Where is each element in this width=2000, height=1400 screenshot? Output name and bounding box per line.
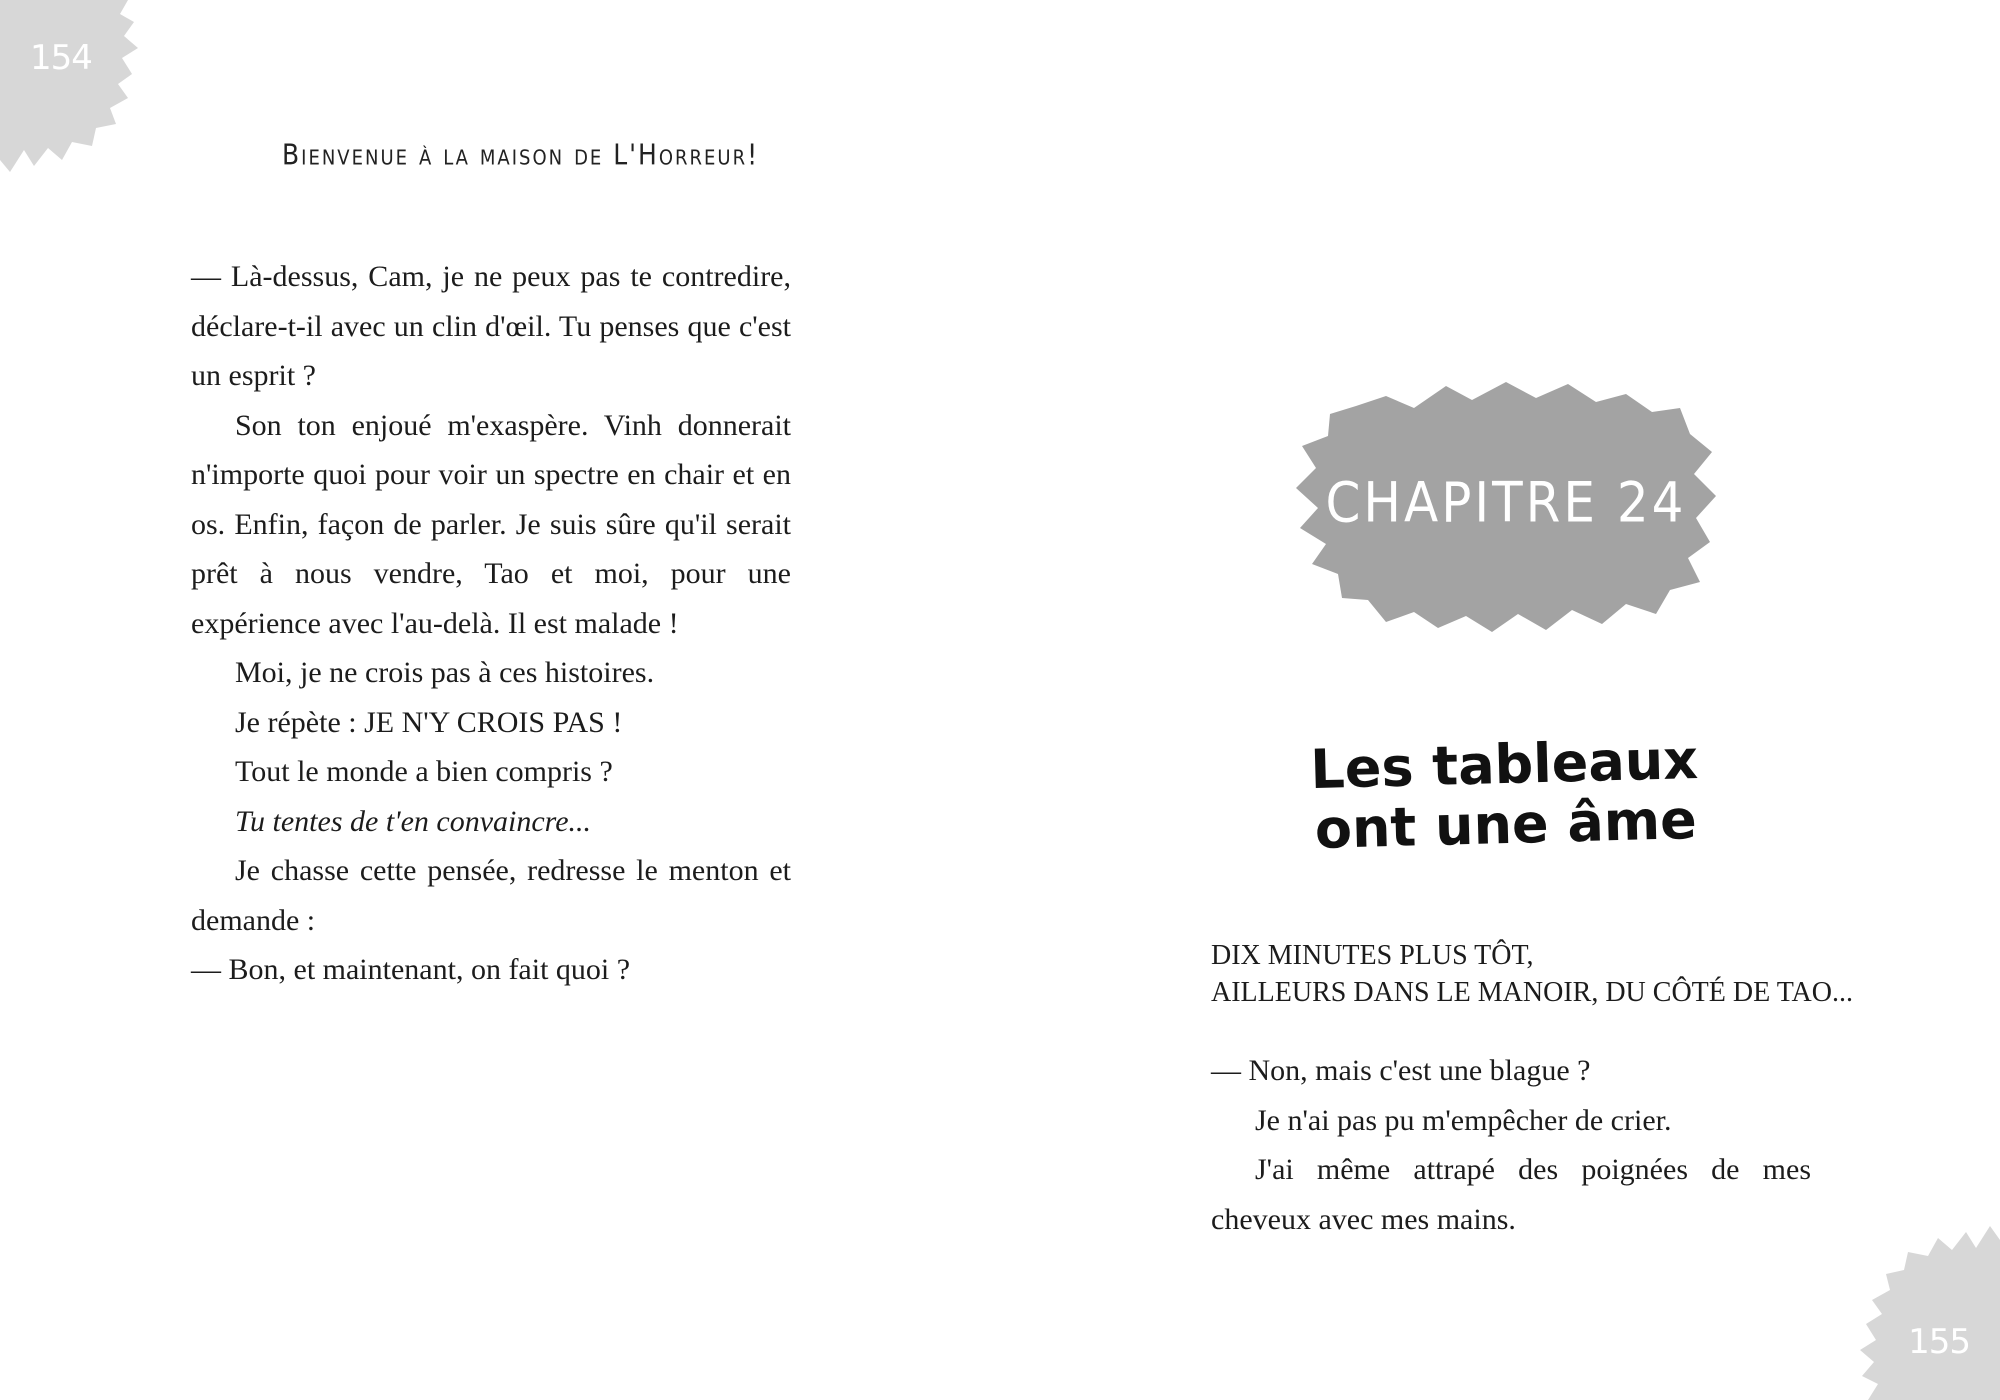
right-page [1000, 0, 2000, 1400]
paragraph: J'ai même attrapé des poignées de mes cheveux avec mes mains. [1211, 1153, 1811, 1236]
page-number: 155 [1908, 1322, 1970, 1362]
left-body-text [191, 252, 791, 995]
paragraph: — Là-dessus, Cam, je ne peux pas te contredire, déclare-t-il avec un clin d'œil. Tu penses que c'est un esprit ? [191, 260, 791, 392]
paragraph: Je n'ai pas pu m'empêcher de crier. [1255, 1103, 1672, 1137]
paragraph: Moi, je ne crois pas à ces histoires. [235, 656, 655, 689]
paragraph: — Non, mais c'est une blague ? [1211, 1054, 1591, 1087]
italic-thought: Tu tentes de t'en convaincre... [235, 804, 592, 838]
chapter-title-line: ont une âme [1314, 788, 1698, 861]
page-number-splat [0, 0, 140, 180]
chapter-intro [1211, 937, 1853, 1011]
chapter-title [1249, 728, 1762, 861]
paragraph: Tout le monde a bien compris ? [235, 755, 613, 788]
paragraph: Je répète : JE N'Y CROIS PAS ! [235, 705, 623, 739]
right-body-text [1211, 1046, 1811, 1244]
page-number-splat [1860, 1220, 2000, 1400]
chapter-label: CHAPITRE 24 [1325, 471, 1687, 535]
chapter-title-line: Les tableaux [1309, 727, 1699, 802]
page-number: 154 [30, 38, 92, 78]
paragraph: Son ton enjoué m'exaspère. Vinh donnerait n'importe quoi pour voir un spectre en chair et en os. Enfin, façon de parler. Je suis sûre qu'il serait prêt à nous vendre, Tao et moi, pour une expérience avec l'au-delà. Il est malade ! [191, 408, 791, 640]
paragraph: — Bon, et maintenant, on fait quoi ? [191, 953, 631, 986]
chapter-badge [1296, 368, 1716, 638]
intro-line: DIX MINUTES PLUS TÔT, [1211, 940, 1534, 971]
intro-line: AILLEURS DANS LE MANOIR, DU CÔTÉ DE TAO... [1211, 977, 1853, 1008]
paragraph: Je chasse cette pensée, redresse le menton et demande : [191, 854, 791, 937]
running-head: Bienvenue à la maison de L'Horreur! [282, 138, 760, 172]
